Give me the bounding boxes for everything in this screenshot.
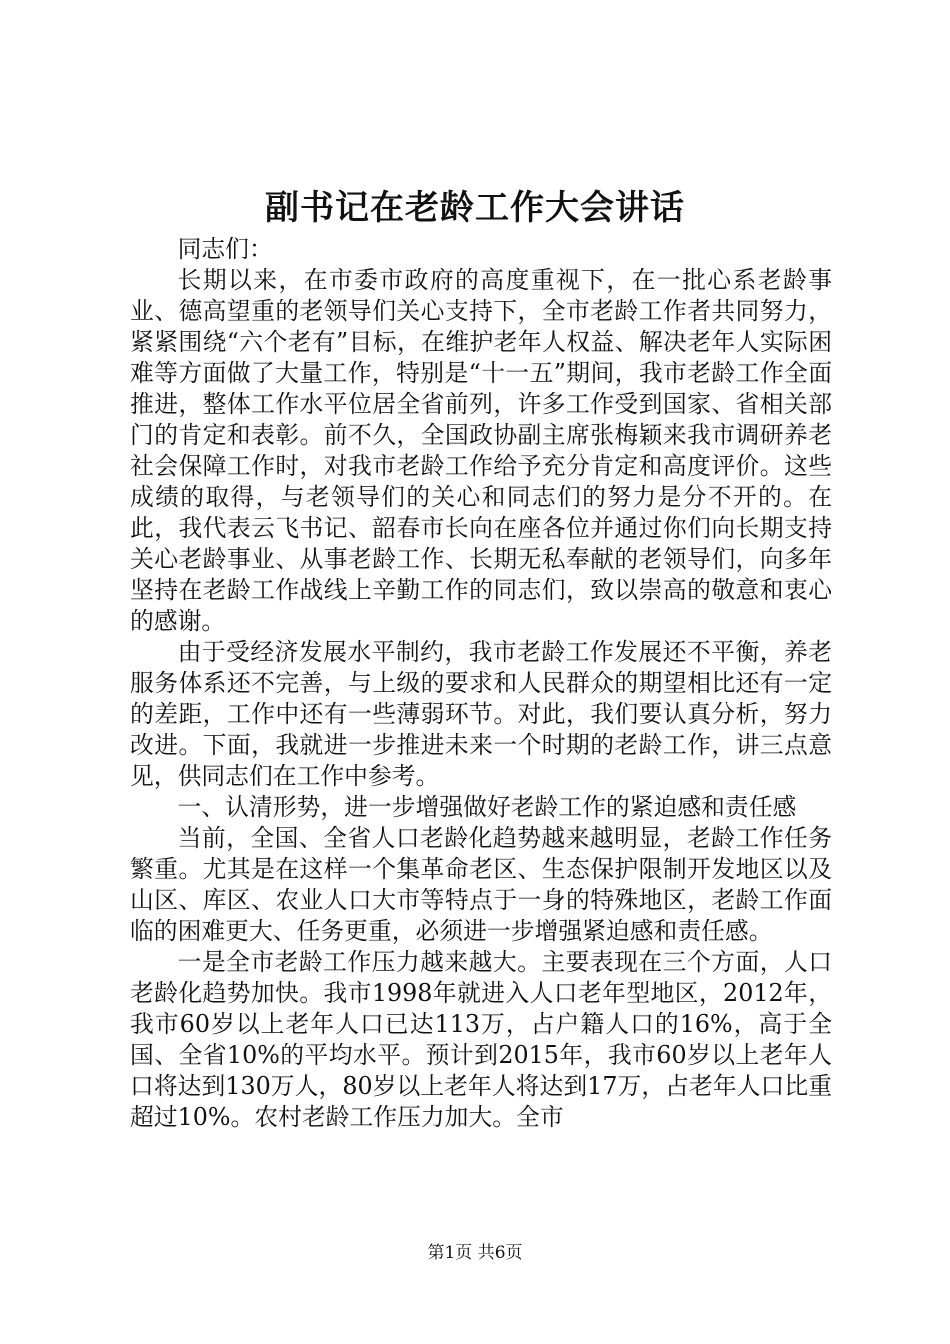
salutation-paragraph: 同志们： bbox=[177, 235, 273, 263]
section-heading: 一、认清形势，进一步增强做好老龄工作的紧迫感和责任感 bbox=[177, 793, 797, 821]
body-paragraph: 由于受经济发展水平制约，我市老龄工作发展还不平衡，养老服务体系还不完善，与上级的要求和人民群众的期望相比还有一定的差距，工作中还有一些薄弱环节。对此，我们要认真分析，努力改进。下面，我就进一步推进未来一个时期的老龄工作，讲三点意见，供同志们在工作中参考。 bbox=[130, 638, 832, 790]
body-paragraph: 当前，全国、全省人口老龄化趋势越来越明显，老龄工作任务繁重。尤其是在这样一个集革命老区、生态保护限制开发地区以及山区、库区、农业人口大市等特点于一身的特殊地区，老龄工作面临的困难更大、任务更重，必须进一步增强紧迫感和责任感。 bbox=[130, 824, 832, 945]
document-body bbox=[130, 234, 832, 1133]
page-number-footer: 第1页 共6页 bbox=[427, 1243, 523, 1263]
body-paragraph: 长期以来，在市委市政府的高度重视下，在一批心系老龄事业、德高望重的老领导们关心支持下，全市老龄工作者共同努力，紧紧围绕“六个老有”目标，在维护老年人权益、解决老年人实际困难等方面做了大量工作，特别是“十一五”期间，我市老龄工作全面推进，整体工作水平位居全省前列，许多工作受到国家、省相关部门的肯定和表彰。前不久，全国政协副主席张梅颖来我市调研养老社会保障工作时，对我市老龄工作给予充分肯定和高度评价。这些成绩的取得，与老领导们的关心和同志们的努力是分不开的。在此，我代表云飞书记、韶春市长向在座各位并通过你们向长期支持关心老龄事业、从事老龄工作、长期无私奉献的老领导们，向多年坚持在老龄工作战线上辛勤工作的同志们，致以崇高的敬意和衷心的感谢。 bbox=[130, 266, 832, 635]
body-paragraph: 一是全市老龄工作压力越来越大。主要表现在三个方面，人口老龄化趋势加快。我市1998年就进入人口老年型地区，2012年，我市60岁以上老年人口已达113万，占户籍人口的16%，高于全国、全省10%的平均水平。预计到2015年，我市60岁以上老年人口将达到130万人，80岁以上老年人将达到17万，占老年人口比重超过10%。农村老龄工作压力加大。全市 bbox=[130, 948, 832, 1131]
page-title: 副书记在老龄工作大会讲话 bbox=[265, 188, 685, 228]
